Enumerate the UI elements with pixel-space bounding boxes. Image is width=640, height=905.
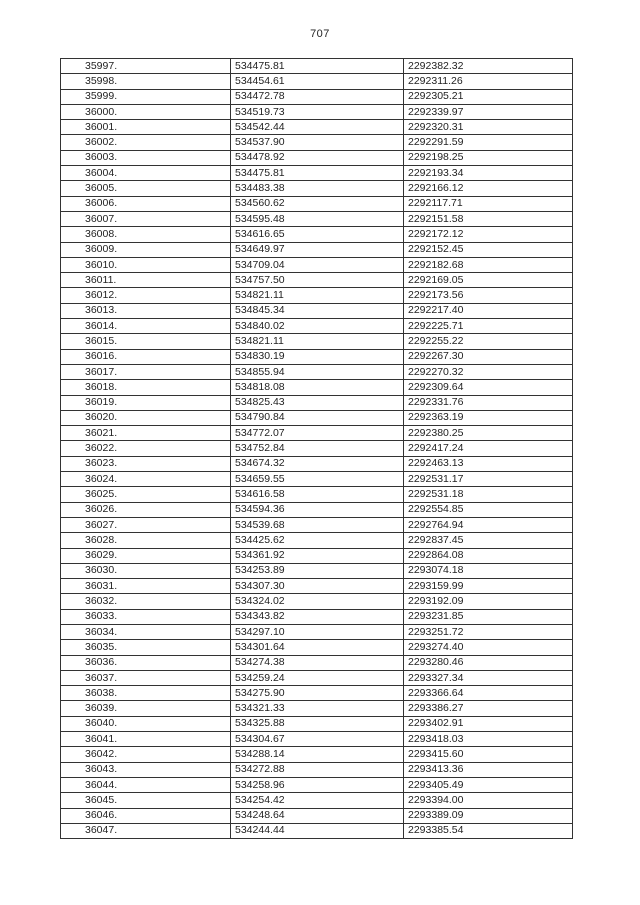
x-coordinate-cell: 534361.92 <box>231 548 404 563</box>
y-coordinate-cell: 2293231.85 <box>404 609 573 624</box>
x-coordinate-cell: 534321.33 <box>231 701 404 716</box>
table-row <box>61 166 573 181</box>
x-coordinate-cell: 534248.64 <box>231 808 404 823</box>
point-number-cell: 36000. <box>61 104 231 119</box>
point-number-cell: 36032. <box>61 594 231 609</box>
point-number-cell: 36041. <box>61 732 231 747</box>
x-coordinate-cell: 534825.43 <box>231 395 404 410</box>
point-number-cell: 35998. <box>61 74 231 89</box>
point-number-cell: 36035. <box>61 640 231 655</box>
point-number-cell: 36004. <box>61 166 231 181</box>
y-coordinate-cell: 2292151.58 <box>404 211 573 226</box>
x-coordinate-cell: 534304.67 <box>231 732 404 747</box>
x-coordinate-cell: 534454.61 <box>231 74 404 89</box>
y-coordinate-cell: 2292255.22 <box>404 334 573 349</box>
x-coordinate-cell: 534818.08 <box>231 380 404 395</box>
point-number-cell: 36039. <box>61 701 231 716</box>
x-coordinate-cell: 534674.32 <box>231 456 404 471</box>
point-number-cell: 36003. <box>61 150 231 165</box>
table-row <box>61 655 573 670</box>
x-coordinate-cell: 534244.44 <box>231 823 404 838</box>
x-coordinate-cell: 534616.65 <box>231 227 404 242</box>
x-coordinate-cell: 534325.88 <box>231 716 404 731</box>
table-row <box>61 395 573 410</box>
x-coordinate-cell: 534343.82 <box>231 609 404 624</box>
point-number-cell: 36046. <box>61 808 231 823</box>
y-coordinate-cell: 2292172.12 <box>404 227 573 242</box>
table-row <box>61 777 573 792</box>
table-row <box>61 640 573 655</box>
y-coordinate-cell: 2292363.19 <box>404 410 573 425</box>
y-coordinate-cell: 2292166.12 <box>404 181 573 196</box>
x-coordinate-cell: 534659.55 <box>231 472 404 487</box>
y-coordinate-cell: 2292380.25 <box>404 426 573 441</box>
point-number-cell: 36025. <box>61 487 231 502</box>
table-row <box>61 762 573 777</box>
table-row <box>61 273 573 288</box>
table-row <box>61 104 573 119</box>
point-number-cell: 36027. <box>61 517 231 532</box>
y-coordinate-cell: 2292117.71 <box>404 196 573 211</box>
x-coordinate-cell: 534475.81 <box>231 59 404 74</box>
y-coordinate-cell: 2292198.25 <box>404 150 573 165</box>
x-coordinate-cell: 534821.11 <box>231 288 404 303</box>
y-coordinate-cell: 2293385.54 <box>404 823 573 838</box>
table-row <box>61 364 573 379</box>
x-coordinate-cell: 534307.30 <box>231 579 404 594</box>
table-row <box>61 426 573 441</box>
table-row <box>61 211 573 226</box>
x-coordinate-cell: 534288.14 <box>231 747 404 762</box>
y-coordinate-cell: 2293386.27 <box>404 701 573 716</box>
table-row <box>61 823 573 838</box>
table-row <box>61 380 573 395</box>
x-coordinate-cell: 534821.11 <box>231 334 404 349</box>
table-row <box>61 502 573 517</box>
y-coordinate-cell: 2293394.00 <box>404 793 573 808</box>
y-coordinate-cell: 2293327.34 <box>404 670 573 685</box>
table-row <box>61 74 573 89</box>
point-number-cell: 36010. <box>61 257 231 272</box>
y-coordinate-cell: 2292225.71 <box>404 319 573 334</box>
x-coordinate-cell: 534472.78 <box>231 89 404 104</box>
y-coordinate-cell: 2292320.31 <box>404 120 573 135</box>
table-row <box>61 472 573 487</box>
table-row <box>61 319 573 334</box>
point-number-cell: 36040. <box>61 716 231 731</box>
point-number-cell: 36044. <box>61 777 231 792</box>
x-coordinate-cell: 534324.02 <box>231 594 404 609</box>
point-number-cell: 36016. <box>61 349 231 364</box>
point-number-cell: 36018. <box>61 380 231 395</box>
table-row <box>61 89 573 104</box>
x-coordinate-cell: 534258.96 <box>231 777 404 792</box>
table-row <box>61 548 573 563</box>
y-coordinate-cell: 2292339.97 <box>404 104 573 119</box>
y-coordinate-cell: 2292193.34 <box>404 166 573 181</box>
y-coordinate-cell: 2292311.26 <box>404 74 573 89</box>
x-coordinate-cell: 534790.84 <box>231 410 404 425</box>
x-coordinate-cell: 534542.44 <box>231 120 404 135</box>
y-coordinate-cell: 2293413.36 <box>404 762 573 777</box>
x-coordinate-cell: 534616.58 <box>231 487 404 502</box>
coordinates-table <box>60 58 573 839</box>
y-coordinate-cell: 2293159.99 <box>404 579 573 594</box>
y-coordinate-cell: 2292169.05 <box>404 273 573 288</box>
y-coordinate-cell: 2292305.21 <box>404 89 573 104</box>
point-number-cell: 36005. <box>61 181 231 196</box>
point-number-cell: 36022. <box>61 441 231 456</box>
coordinates-table-body <box>61 59 573 839</box>
x-coordinate-cell: 534254.42 <box>231 793 404 808</box>
table-row <box>61 120 573 135</box>
point-number-cell: 36031. <box>61 579 231 594</box>
point-number-cell: 36026. <box>61 502 231 517</box>
table-row <box>61 288 573 303</box>
table-row <box>61 487 573 502</box>
point-number-cell: 36029. <box>61 548 231 563</box>
x-coordinate-cell: 534475.81 <box>231 166 404 181</box>
x-coordinate-cell: 534253.89 <box>231 563 404 578</box>
table-row <box>61 517 573 532</box>
y-coordinate-cell: 2292217.40 <box>404 303 573 318</box>
table-row <box>61 732 573 747</box>
table-row <box>61 181 573 196</box>
table-row <box>61 334 573 349</box>
y-coordinate-cell: 2293074.18 <box>404 563 573 578</box>
x-coordinate-cell: 534301.64 <box>231 640 404 655</box>
x-coordinate-cell: 534297.10 <box>231 624 404 639</box>
x-coordinate-cell: 534483.38 <box>231 181 404 196</box>
y-coordinate-cell: 2293366.64 <box>404 686 573 701</box>
y-coordinate-cell: 2292270.32 <box>404 364 573 379</box>
table-row <box>61 793 573 808</box>
point-number-cell: 35997. <box>61 59 231 74</box>
x-coordinate-cell: 534537.90 <box>231 135 404 150</box>
y-coordinate-cell: 2292309.64 <box>404 380 573 395</box>
x-coordinate-cell: 534649.97 <box>231 242 404 257</box>
y-coordinate-cell: 2292531.18 <box>404 487 573 502</box>
y-coordinate-cell: 2292764.94 <box>404 517 573 532</box>
x-coordinate-cell: 534274.38 <box>231 655 404 670</box>
y-coordinate-cell: 2292554.85 <box>404 502 573 517</box>
table-row <box>61 242 573 257</box>
table-row <box>61 579 573 594</box>
point-number-cell: 36045. <box>61 793 231 808</box>
table-row <box>61 59 573 74</box>
point-number-cell: 36011. <box>61 273 231 288</box>
y-coordinate-cell: 2293415.60 <box>404 747 573 762</box>
x-coordinate-cell: 534830.19 <box>231 349 404 364</box>
point-number-cell: 36036. <box>61 655 231 670</box>
table-row <box>61 808 573 823</box>
point-number-cell: 36001. <box>61 120 231 135</box>
point-number-cell: 36020. <box>61 410 231 425</box>
x-coordinate-cell: 534519.73 <box>231 104 404 119</box>
y-coordinate-cell: 2293389.09 <box>404 808 573 823</box>
point-number-cell: 36012. <box>61 288 231 303</box>
x-coordinate-cell: 534845.34 <box>231 303 404 318</box>
point-number-cell: 36047. <box>61 823 231 838</box>
table-row <box>61 456 573 471</box>
page-number: 707 <box>310 28 330 40</box>
table-row <box>61 135 573 150</box>
y-coordinate-cell: 2293251.72 <box>404 624 573 639</box>
table-row <box>61 563 573 578</box>
y-coordinate-cell: 2292173.56 <box>404 288 573 303</box>
y-coordinate-cell: 2292382.32 <box>404 59 573 74</box>
table-row <box>61 196 573 211</box>
table-row <box>61 747 573 762</box>
x-coordinate-cell: 534560.62 <box>231 196 404 211</box>
point-number-cell: 36019. <box>61 395 231 410</box>
y-coordinate-cell: 2292182.68 <box>404 257 573 272</box>
x-coordinate-cell: 534840.02 <box>231 319 404 334</box>
x-coordinate-cell: 534272.88 <box>231 762 404 777</box>
x-coordinate-cell: 534709.04 <box>231 257 404 272</box>
y-coordinate-cell: 2292531.17 <box>404 472 573 487</box>
point-number-cell: 36034. <box>61 624 231 639</box>
x-coordinate-cell: 534259.24 <box>231 670 404 685</box>
table-row <box>61 701 573 716</box>
table-row <box>61 716 573 731</box>
x-coordinate-cell: 534478.92 <box>231 150 404 165</box>
point-number-cell: 36006. <box>61 196 231 211</box>
y-coordinate-cell: 2292152.45 <box>404 242 573 257</box>
y-coordinate-cell: 2292291.59 <box>404 135 573 150</box>
point-number-cell: 36013. <box>61 303 231 318</box>
y-coordinate-cell: 2292837.45 <box>404 533 573 548</box>
y-coordinate-cell: 2293192.09 <box>404 594 573 609</box>
point-number-cell: 36015. <box>61 334 231 349</box>
point-number-cell: 36037. <box>61 670 231 685</box>
point-number-cell: 36002. <box>61 135 231 150</box>
point-number-cell: 36023. <box>61 456 231 471</box>
table-row <box>61 441 573 456</box>
x-coordinate-cell: 534752.84 <box>231 441 404 456</box>
point-number-cell: 36008. <box>61 227 231 242</box>
table-row <box>61 624 573 639</box>
point-number-cell: 36017. <box>61 364 231 379</box>
point-number-cell: 36021. <box>61 426 231 441</box>
table-row <box>61 410 573 425</box>
x-coordinate-cell: 534425.62 <box>231 533 404 548</box>
y-coordinate-cell: 2292417.24 <box>404 441 573 456</box>
point-number-cell: 35999. <box>61 89 231 104</box>
x-coordinate-cell: 534275.90 <box>231 686 404 701</box>
x-coordinate-cell: 534772.07 <box>231 426 404 441</box>
table-row <box>61 609 573 624</box>
table-row <box>61 303 573 318</box>
table-row <box>61 227 573 242</box>
table-row <box>61 594 573 609</box>
x-coordinate-cell: 534855.94 <box>231 364 404 379</box>
y-coordinate-cell: 2293405.49 <box>404 777 573 792</box>
y-coordinate-cell: 2293418.03 <box>404 732 573 747</box>
point-number-cell: 36030. <box>61 563 231 578</box>
table-row <box>61 257 573 272</box>
y-coordinate-cell: 2293280.46 <box>404 655 573 670</box>
y-coordinate-cell: 2293274.40 <box>404 640 573 655</box>
table-row <box>61 533 573 548</box>
table-row <box>61 670 573 685</box>
point-number-cell: 36038. <box>61 686 231 701</box>
y-coordinate-cell: 2292267.30 <box>404 349 573 364</box>
y-coordinate-cell: 2292463.13 <box>404 456 573 471</box>
x-coordinate-cell: 534595.48 <box>231 211 404 226</box>
x-coordinate-cell: 534539.68 <box>231 517 404 532</box>
table-row <box>61 150 573 165</box>
x-coordinate-cell: 534594.36 <box>231 502 404 517</box>
point-number-cell: 36024. <box>61 472 231 487</box>
point-number-cell: 36009. <box>61 242 231 257</box>
point-number-cell: 36014. <box>61 319 231 334</box>
point-number-cell: 36007. <box>61 211 231 226</box>
x-coordinate-cell: 534757.50 <box>231 273 404 288</box>
point-number-cell: 36043. <box>61 762 231 777</box>
point-number-cell: 36028. <box>61 533 231 548</box>
y-coordinate-cell: 2292331.76 <box>404 395 573 410</box>
point-number-cell: 36042. <box>61 747 231 762</box>
point-number-cell: 36033. <box>61 609 231 624</box>
table-row <box>61 686 573 701</box>
y-coordinate-cell: 2293402.91 <box>404 716 573 731</box>
table-row <box>61 349 573 364</box>
y-coordinate-cell: 2292864.08 <box>404 548 573 563</box>
